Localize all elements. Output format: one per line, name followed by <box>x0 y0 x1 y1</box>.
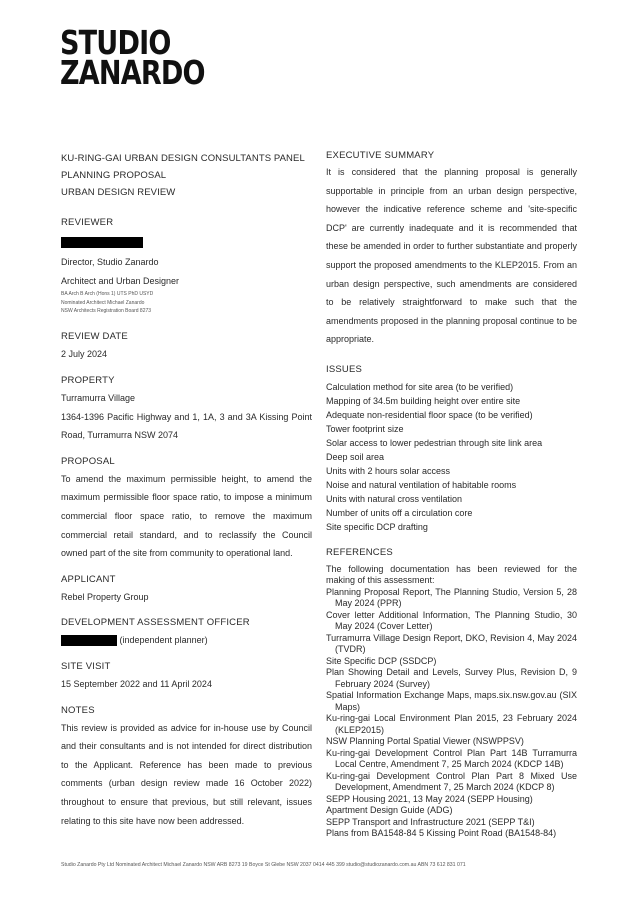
officer-section <box>61 617 312 650</box>
property-name: Turramurra Village <box>61 393 136 403</box>
studio-logo <box>60 23 205 92</box>
logo-line-2: ZANARDO <box>60 53 205 92</box>
proposal-section <box>61 456 312 563</box>
references-section <box>326 547 577 840</box>
left-column <box>61 150 312 830</box>
issue-item: Number of units off a circulation core <box>326 507 473 518</box>
reference-item: SEPP Housing 2021, 13 May 2024 (SEPP Housing) <box>326 793 533 804</box>
proposal-text: To amend the maximum permissible height, to amend the maximum permissible floor space ratio, to impose a minimum commercial floor space ratio, to remove the maximum commercial retail standard, and to reclassify the Council owned part of the site from community to operational land. <box>61 473 312 559</box>
reference-item: SEPP Transport and Infrastructure 2021 (SEPP T&I) <box>326 816 535 827</box>
applicant-value: Rebel Property Group <box>61 591 149 602</box>
issue-item: Mapping of 34.5m building height over entire site <box>326 395 521 406</box>
reference-item: Cover letter Additional Information, The Planning Studio, 30 May 2024 (Cover Letter) <box>326 609 577 632</box>
qualification: Nominated Architect Michael Zanardo <box>61 299 145 306</box>
reference-item: Ku-ring-gai Development Control Plan Part 14B Turramurra Local Centre, Amendment 7, 25 March 2024 (KDCP 14B) <box>326 747 577 770</box>
document-header <box>61 150 312 201</box>
property-section <box>61 375 312 445</box>
reference-item: NSW Planning Portal Spatial Viewer (NSWPPSV) <box>326 736 524 747</box>
qualification: NSW Architects Registration Board 8273 <box>61 308 152 314</box>
section-title: ISSUES <box>326 363 363 375</box>
section-title: APPLICANT <box>61 573 116 585</box>
right-column <box>326 150 577 840</box>
review-date-value: 2 July 2024 <box>61 349 108 360</box>
redacted-name <box>61 635 117 646</box>
issue-item: Site specific DCP drafting <box>326 521 428 532</box>
redacted-name <box>61 237 143 248</box>
reference-item: Plans from BA1548-84 5 Kissing Point Road (BA1548-84) <box>326 828 557 839</box>
references-intro: The following documentation has been reviewed for the making of this assessment: <box>326 563 577 586</box>
logo-line-1: STUDIO <box>60 23 171 62</box>
reference-item: Ku-ring-gai Development Control Plan Part 8 Mixed Use Development, Amendment 7, 25 March 2024 (KDCP 8) <box>326 770 577 793</box>
footer: Studio Zanardo Pty Ltd Nominated Architect Michael Zanardo NSW ARB 8273 19 Boyce St Glebe NSW 2037 0414 445 399 studio@studiozanardo.com.au ABN 73 612 831 071 <box>61 862 466 868</box>
section-title: EXECUTIVE SUMMARY <box>326 150 435 161</box>
property-address: 1364-1396 Pacific Highway and 1, 1A, 3 and 3A Kissing Point Road, Turramurra NSW 2074 <box>61 411 312 441</box>
reference-item: Spatial Information Exchange Maps, maps.six.nsw.gov.au (SIX Maps) <box>326 690 577 712</box>
issue-item: Units with natural cross ventilation <box>326 493 463 504</box>
section-title: NOTES <box>61 704 95 716</box>
section-title: SITE VISIT <box>61 660 111 672</box>
issue-item: Units with 2 hours solar access <box>326 465 451 476</box>
section-title: REVIEWER <box>61 217 114 228</box>
reviewer-role: Architect and Urban Designer <box>61 275 180 286</box>
executive-summary-text: It is considered that the planning proposal is generally supportable in principle from an urban design perspective, however the indicative reference scheme and 'site-specific DCP' are currently inadequate and it is recommended that these be amended in order to further substantiate and properly support the proposed amendments to the KLEP2015. From an urban design perspective, such amendments are considered to be relatively straightforward to make such that the amendments proposed in the planning proposal continue to be appropriate. <box>326 167 577 345</box>
review-date-section <box>61 331 312 364</box>
notes-text: This review is provided as advice for in-house use by Council and their consultants and is not intended for direct distribution to the Applicant. Reference has been made to previous comments (urban design review made 16 October 2022) throughout to ensure that previous, but still relevant, issues relating to this site have now been addressed. <box>61 722 312 826</box>
references-list <box>326 587 577 840</box>
issues-section <box>326 364 577 534</box>
issue-item: Tower footprint size <box>326 423 404 434</box>
officer-note: (independent planner) <box>119 635 208 646</box>
reviewer-role: Director, Studio Zanardo <box>61 257 159 267</box>
qualification: BA Arch B Arch (Hons 1) UTS PhD USYD <box>61 291 154 298</box>
reference-item: Ku-ring-gai Local Environment Plan 2015, 23 February 2024 (KLEP2015) <box>326 713 577 735</box>
applicant-section <box>61 574 312 607</box>
issue-item: Deep soil area <box>326 451 385 462</box>
section-title: PROPOSAL <box>61 455 115 467</box>
reference-item: Apartment Design Guide (ADG) <box>326 805 453 816</box>
reference-item: Turramurra Village Design Report, DKO, Revision 4, May 2024 (TVDR) <box>326 632 577 655</box>
header-line: URBAN DESIGN REVIEW <box>61 187 176 198</box>
issue-item: Solar access to lower pedestrian through site link area <box>326 437 543 448</box>
reference-item: Planning Proposal Report, The Planning Studio, Version 5, 28 May 2024 (PPR) <box>326 586 577 609</box>
header-line: PLANNING PROPOSAL <box>61 170 167 181</box>
issue-item: Calculation method for site area (to be verified) <box>326 381 514 392</box>
section-title: REVIEW DATE <box>61 331 128 343</box>
executive-summary-section <box>326 150 577 349</box>
notes-section <box>61 705 312 831</box>
site-visit-section <box>61 661 312 694</box>
section-title: DEVELOPMENT ASSESSMENT OFFICER <box>61 617 250 629</box>
site-visit-value: 15 September 2022 and 11 April 2024 <box>61 678 212 689</box>
reference-item: Site Specific DCP (SSDCP) <box>326 655 437 666</box>
issue-item: Noise and natural ventilation of habitable rooms <box>326 479 517 490</box>
header-line: KU-RING-GAI URBAN DESIGN CONSULTANTS PANEL <box>61 153 305 164</box>
section-title: REFERENCES <box>326 546 393 558</box>
reviewer-section <box>61 217 312 315</box>
section-title: PROPERTY <box>61 375 115 386</box>
reference-item: Plan Showing Detail and Levels, Survey Plus, Revision D, 9 February 2024 (Survey) <box>326 667 577 689</box>
issues-list <box>326 380 577 534</box>
issue-item: Adequate non-residential floor space (to be verified) <box>326 409 533 420</box>
